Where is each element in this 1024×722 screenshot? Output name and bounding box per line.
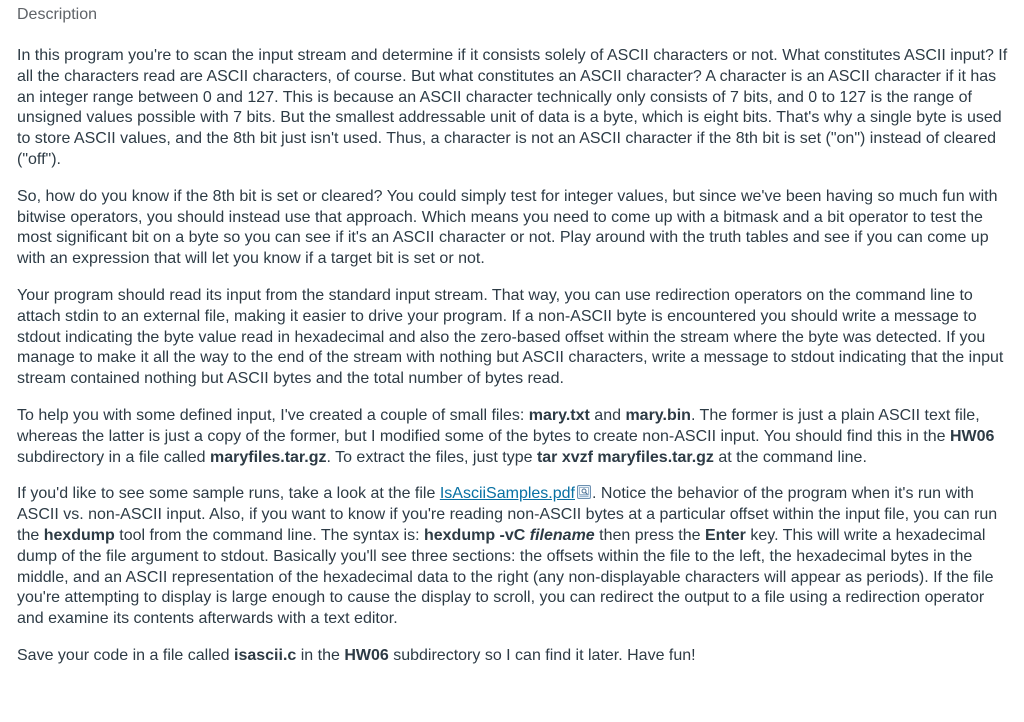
text-span: tool from the command line. The syntax is: bbox=[114, 526, 424, 544]
paragraph-program-io: Your program should read its input from the standard input stream. That way, you can use redirection operators on the command line to attach stdin to an external file, making it easier to drive your program. If a non-ASCII byte is encountered you should write a message to stdout indicating the byte value read in hexadecimal and also the zero-based offset within the stream where the byte was detected. If you manage to make it all the way to the end of the stream with nothing but ASCII characters, write a message to stdout indicating that the input stream contained nothing but ASCII bytes and the total number of bytes read. bbox=[17, 286, 1004, 388]
directory-hw06: HW06 bbox=[949, 427, 995, 445]
document-preview-icon[interactable] bbox=[577, 485, 591, 499]
text-span: in the bbox=[296, 646, 345, 664]
paragraph-bit-test: So, how do you know if the 8th bit is set or cleared? You could simply test for integer values, but since we've been having so much fun with bitwise operators, you should instead use that approach. Which means you need to come up with a bitmask and a bit operator to test the most significant bit on a byte so you can see if it's an ASCII character or not. Play around with the truth tables and see if you can come up with an expression that will let you know if a target bit is set or not. bbox=[17, 187, 998, 268]
paragraph-ascii-intro: In this program you're to scan the input stream and determine if it consists solely of ASCII characters or not. What constitutes ASCII input? If all the characters read are ASCII characters, of course. But what constitutes an ASCII character? A character is an ASCII character if it has an integer range between 0 and 127. This is because an ASCII character technically only consists of 7 bits, and 0 to 127 is the range of unsigned values possible with 7 bits. But the smallest addressable unit of data is a byte, which is eight bits. That's why a single byte is used to store ASCII values, and the 8th bit just isn't used. Thus, a character is not an ASCII character if the 8th bit is set ("on") instead of cleared ("off"). bbox=[17, 47, 1008, 168]
section-heading: Description bbox=[17, 6, 98, 23]
text-span: then press the bbox=[594, 526, 705, 544]
filename-mary-txt: mary.txt bbox=[528, 406, 590, 424]
text-span: at the command line. bbox=[713, 448, 867, 466]
text-span: key. This will write a hexadecimal dump of the file argument to stdout. Basically you'll see three sections: the offsets within the file to the left, the hexadecimal bytes in the middle, and an ASCII representation of the hexadecimal data to the right (any non-displayable characters will appear as periods). If the file you're attempting to display is large enough to cause the display to scroll, you can redirect the output to a file using a redirection operator and examine its contents afterwards with a text editor. bbox=[17, 526, 994, 628]
text-span: Save your code in a file called bbox=[17, 646, 235, 664]
samples-pdf-link[interactable]: IsAsciiSamples.pdf bbox=[439, 485, 575, 503]
filename-placeholder: filename bbox=[529, 526, 595, 544]
text-span: subdirectory so I can find it later. Have fun! bbox=[388, 646, 696, 664]
hexdump-command: hexdump -vC bbox=[423, 526, 530, 544]
filename-archive: maryfiles.tar.gz bbox=[209, 448, 327, 466]
text-span: . Notice the behavior of the program when it's run with ASCII vs. non-ASCII input. Also, if you want to know if you're reading non-ASCII bytes at a particular offset within the input file, you can run the bbox=[17, 485, 998, 544]
paragraph-save-instructions bbox=[17, 646, 1014, 667]
filename-mary-bin: mary.bin bbox=[625, 406, 691, 424]
text-span: . The former is just a plain ASCII text file, whereas the latter is just a copy of the former, but I modified some of the bytes to create non-ASCII input. You should find this in the bbox=[17, 406, 980, 445]
text-span: To help you with some defined input, I've created a couple of small files: bbox=[17, 406, 529, 424]
directory-hw06: HW06 bbox=[344, 646, 389, 664]
text-span: and bbox=[589, 406, 626, 424]
paragraph-sample-runs bbox=[17, 484, 1014, 630]
hexdump-tool: hexdump bbox=[43, 526, 115, 544]
text-span: If you'd like to see some sample runs, take a look at the file bbox=[17, 485, 440, 503]
text-span: . To extract the files, just type bbox=[326, 448, 537, 466]
enter-key: Enter bbox=[705, 526, 746, 544]
filename-isascii: isascii.c bbox=[234, 646, 297, 664]
text-span: subdirectory in a file called bbox=[17, 448, 210, 466]
paragraph-input-files bbox=[17, 406, 1014, 468]
extract-command: tar xvzf maryfiles.tar.gz bbox=[536, 448, 714, 466]
